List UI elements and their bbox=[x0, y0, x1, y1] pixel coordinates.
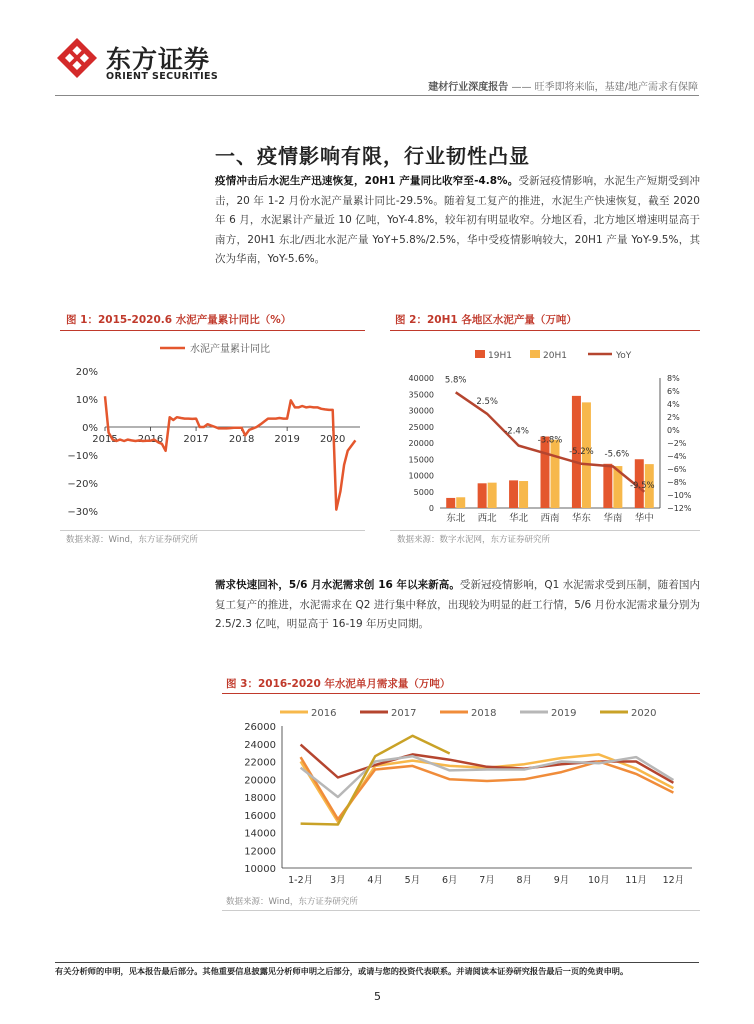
x-tick-label: 2016 bbox=[137, 434, 164, 445]
bar-19h1 bbox=[509, 480, 518, 508]
right-tick-label: 0% bbox=[667, 426, 680, 435]
x-tick-label: 7月 bbox=[479, 875, 495, 886]
legend-swatch-20h1 bbox=[530, 350, 540, 358]
data-label-yoy: -9.5% bbox=[629, 480, 655, 491]
bar-19h1 bbox=[603, 464, 612, 508]
right-tick-label: −2% bbox=[667, 439, 687, 448]
y-tick-label: 0% bbox=[82, 423, 98, 434]
figure-1-source: 数据来源：Wind，东方证券研究所 bbox=[66, 535, 198, 545]
header-divider bbox=[55, 95, 699, 96]
x-tick-label: 3月 bbox=[330, 875, 346, 886]
left-tick-label: 35000 bbox=[408, 390, 434, 400]
legend-label-20h1: 20H1 bbox=[543, 351, 567, 361]
x-tick-label: 2017 bbox=[183, 434, 209, 445]
figure-3-chart bbox=[222, 696, 700, 892]
legend-label-2020: 2020 bbox=[631, 708, 657, 719]
bar-20h1 bbox=[519, 481, 528, 508]
x-tick-label: 2015 bbox=[92, 434, 118, 445]
figure-1-rule bbox=[60, 330, 365, 331]
legend-label-2017: 2017 bbox=[391, 708, 417, 719]
x-tick-label: 8月 bbox=[516, 875, 533, 886]
figure-3-title: 图 3：2016-2020 年水泥单月需求量（万吨） bbox=[226, 678, 451, 690]
figure-3-source: 数据来源：Wind，东方证券研究所 bbox=[226, 897, 358, 907]
right-tick-label: −12% bbox=[667, 504, 692, 513]
legend-label-2018: 2018 bbox=[471, 708, 497, 719]
figure-3-rule bbox=[222, 693, 700, 694]
y-tick-label: 22000 bbox=[244, 757, 276, 769]
y-tick-label: 20000 bbox=[244, 775, 276, 787]
x-tick-label: 东北 bbox=[446, 513, 466, 524]
section-title: 一、疫情影响有限，行业韧性凸显 bbox=[215, 144, 530, 168]
x-tick-label: 华东 bbox=[571, 513, 591, 524]
y-tick-label: 14000 bbox=[244, 828, 276, 840]
bar-19h1 bbox=[541, 437, 550, 509]
x-tick-label: 2019 bbox=[274, 434, 300, 445]
logo-chinese-name: 东方证券 bbox=[106, 45, 211, 74]
figure-1-bottom-rule bbox=[60, 530, 365, 531]
footer-disclaimer: 有关分析师的申明，见本报告最后部分。其他重要信息披露见分析师申明之后部分，或请与您的投资代表联系。并请阅读本证券研究报告最后一页的免责申明。 bbox=[55, 966, 629, 976]
figure-2-rule bbox=[390, 330, 700, 331]
y-tick-label: 26000 bbox=[244, 722, 276, 733]
paragraph-body: 受新冠疫情影响，Q1 水泥需求受到压制，随着国内复工复产的推进，水泥需求在 Q2 进行集中释放，出现较为明显的赶工行情，5/6 月份水泥需求量分别为 2.5/2.3 亿吨，明显高于 16-19 年历史同期。 bbox=[215, 579, 700, 630]
legend-label-yoy: YoY bbox=[616, 351, 632, 361]
data-label-yoy: 2.5% bbox=[476, 396, 498, 407]
series-line-2017 bbox=[301, 745, 674, 783]
right-tick-label: −10% bbox=[667, 491, 692, 500]
x-tick-label: 西南 bbox=[540, 513, 560, 524]
x-tick-label: 西北 bbox=[477, 513, 497, 524]
y-tick-label: 12000 bbox=[244, 846, 276, 858]
report-subtitle: —— 旺季即将来临，基建/地产需求有保障 bbox=[511, 82, 698, 93]
figure-2-title: 图 2：20H1 各地区水泥产量（万吨） bbox=[395, 314, 577, 326]
x-tick-label: 华南 bbox=[603, 513, 623, 524]
bar-19h1 bbox=[478, 483, 487, 508]
series-line-2020 bbox=[301, 736, 450, 825]
report-type: 建材行业深度报告 bbox=[428, 82, 509, 93]
y-tick-label: −30% bbox=[67, 507, 98, 518]
x-tick-label: 10月 bbox=[588, 875, 610, 886]
paragraph-lead: 需求快速回补，5/6 月水泥需求创 16 年以来新高。 bbox=[215, 579, 460, 591]
bar-20h1 bbox=[551, 440, 560, 508]
paragraph-demand bbox=[215, 576, 700, 635]
left-tick-label: 40000 bbox=[408, 374, 434, 383]
x-tick-label: 9月 bbox=[553, 875, 570, 886]
x-tick-label: 6月 bbox=[441, 875, 458, 886]
right-tick-label: 2% bbox=[667, 413, 680, 422]
bar-20h1 bbox=[456, 497, 465, 508]
report-header bbox=[428, 78, 698, 93]
x-tick-label: 华中 bbox=[634, 513, 654, 524]
right-tick-label: −4% bbox=[667, 452, 687, 461]
orient-logo-icon bbox=[55, 36, 99, 80]
y-tick-label: −20% bbox=[67, 479, 98, 490]
x-tick-label: 12月 bbox=[662, 875, 685, 886]
y-tick-label: 24000 bbox=[244, 739, 276, 751]
left-tick-label: 30000 bbox=[408, 406, 434, 416]
left-tick-label: 10000 bbox=[408, 471, 434, 481]
figure-2-bottom-rule bbox=[390, 530, 700, 531]
y-tick-label: 18000 bbox=[244, 793, 276, 804]
paragraph-body: 受新冠疫情影响，水泥生产短期受到冲击，20 年 1-2 月份水泥产量累计同比-29.5%。随着复工复产的推进，水泥生产快速恢复，截至 2020 年 6 月，水泥累计产量近 10 亿吨，YoY-4.8%，较年初有明显收窄。分地区看，北方地区增速明显高于南方，20H1 东北/西北水泥产量 YoY+5.8%/2.5%，华中受疫情影响较大，20H1 产量 YoY-9.5%，其次为华南，YoY-5.6%。 bbox=[215, 175, 700, 265]
figure-1-chart bbox=[60, 333, 365, 533]
bar-19h1 bbox=[446, 498, 455, 508]
page-number: 5 bbox=[374, 990, 381, 1003]
paragraph-lead: 疫情冲击后水泥生产迅速恢复，20H1 产量同比收窄至-4.8%。 bbox=[215, 175, 519, 187]
legend-label-19h1: 19H1 bbox=[488, 351, 512, 361]
left-tick-label: 0 bbox=[428, 504, 434, 513]
y-tick-label: 20% bbox=[75, 367, 98, 378]
right-tick-label: −6% bbox=[667, 465, 687, 474]
data-label-yoy: 5.8% bbox=[444, 375, 467, 386]
x-tick-label: 2020 bbox=[319, 434, 346, 445]
legend-label-2016: 2016 bbox=[311, 708, 337, 719]
logo-english-name: ORIENT SECURITIES bbox=[106, 71, 219, 82]
left-tick-label: 25000 bbox=[408, 422, 434, 432]
bar-20h1 bbox=[488, 483, 497, 508]
right-tick-label: 6% bbox=[667, 387, 680, 396]
right-tick-label: −8% bbox=[667, 478, 687, 487]
legend-label-2019: 2019 bbox=[551, 708, 577, 719]
y-tick-label: −10% bbox=[67, 451, 98, 462]
figure-2-source: 数据来源：数字水泥网，东方证券研究所 bbox=[397, 535, 551, 545]
y-tick-label: 10% bbox=[75, 395, 98, 406]
data-label-yoy: -2.4% bbox=[504, 426, 529, 437]
y-tick-label: 16000 bbox=[244, 810, 276, 822]
x-tick-label: 2018 bbox=[228, 434, 255, 445]
legend-swatch-19h1 bbox=[475, 350, 485, 358]
paragraph-production bbox=[215, 172, 700, 270]
legend-label-yoy: 水泥产量累计同比 bbox=[190, 344, 270, 355]
x-tick-label: 1-2月 bbox=[288, 875, 314, 886]
data-label-yoy: -5.6% bbox=[604, 449, 630, 460]
right-tick-label: 4% bbox=[667, 400, 680, 409]
x-tick-label: 11月 bbox=[625, 875, 647, 886]
x-tick-label: 华北 bbox=[509, 513, 529, 524]
data-label-yoy: -3.8% bbox=[537, 435, 563, 446]
left-tick-label: 5000 bbox=[413, 487, 434, 497]
footer-divider bbox=[55, 962, 699, 963]
y-tick-label: 10000 bbox=[244, 864, 276, 875]
left-tick-label: 15000 bbox=[408, 455, 434, 465]
series-line-yoy bbox=[105, 396, 355, 509]
figure-3-bottom-rule bbox=[222, 910, 700, 911]
x-tick-label: 4月 bbox=[367, 875, 383, 886]
figure-1-title: 图 1：2015-2020.6 水泥产量累计同比（%） bbox=[66, 314, 292, 326]
figure-2-chart bbox=[390, 333, 700, 533]
data-label-yoy: -5.2% bbox=[569, 446, 594, 457]
left-tick-label: 20000 bbox=[408, 439, 434, 448]
x-tick-label: 5月 bbox=[404, 875, 421, 886]
right-tick-label: 8% bbox=[667, 374, 680, 383]
